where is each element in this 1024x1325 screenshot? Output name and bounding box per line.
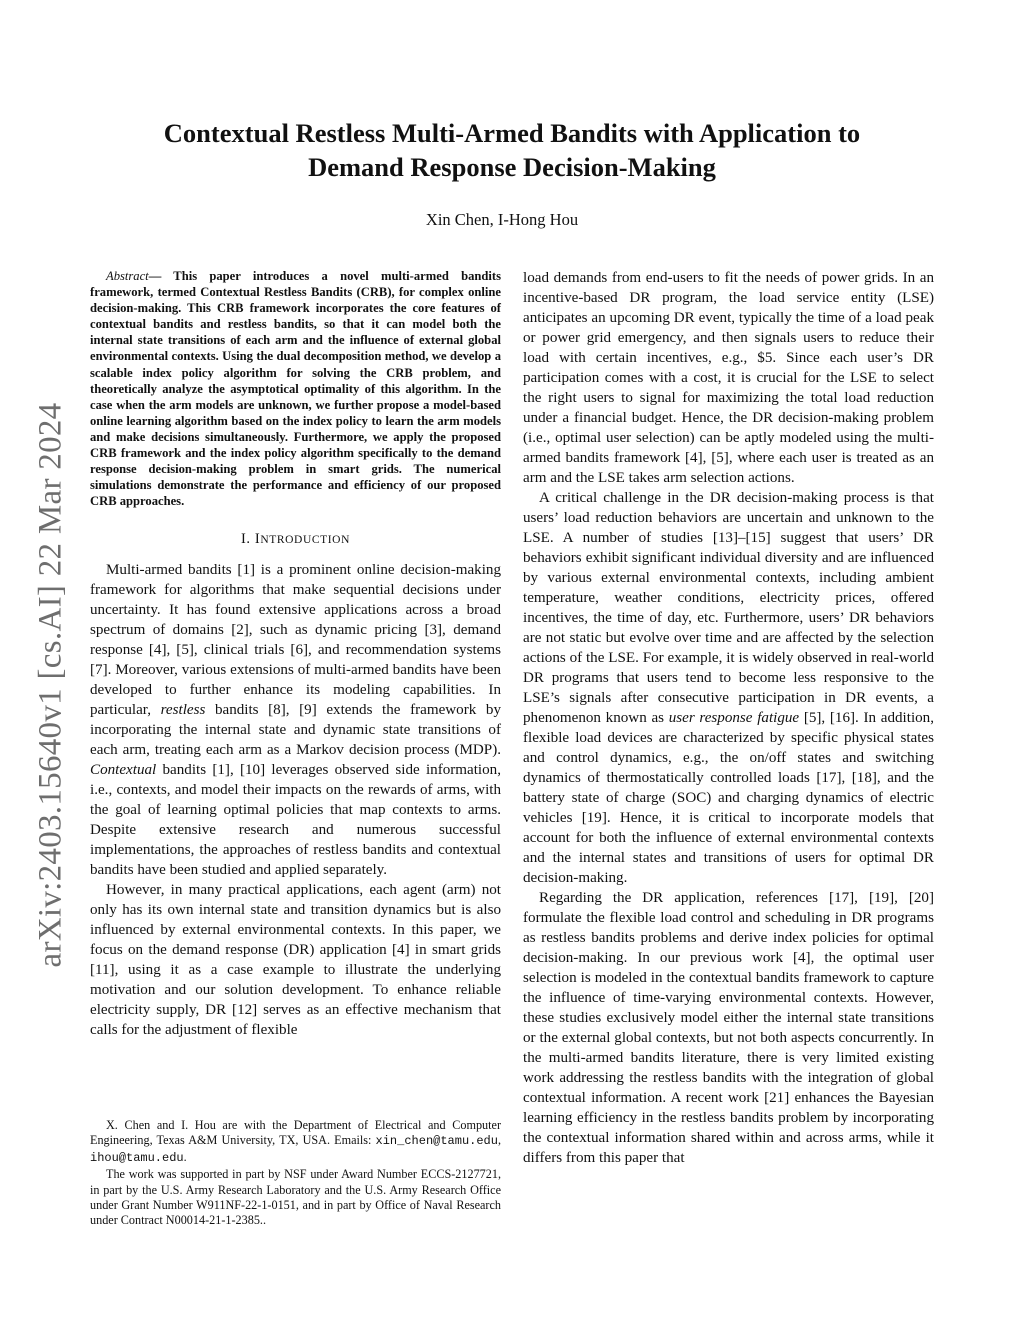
section-first-cap: I [254, 531, 261, 548]
intro-p1-emphasis-restless: restless [160, 702, 206, 719]
intro-p1-text-b: bandits [8], [9] extends the framework by incorporating the internal state and dynamic state transitions of each arm, treating each arm as a Markov decision process (MDP). [90, 702, 501, 759]
footnote-funding: The work was supported in part by NSF under Award Number ECCS-2127721, in part by the U.S. Army Research Laboratory and the U.S. Army Research Office under Grant Number W911NF-22-1-0151, and in part by Office of Naval Research under Contract N00014-21-1-2385.. [90, 1167, 501, 1228]
section-numeral: I. [241, 531, 255, 548]
right-column-body [523, 268, 934, 1168]
arxiv-identifier: arXiv:2403.15640v1 [cs.AI] 22 Mar 2024 [32, 402, 69, 968]
title-line-1: Contextual Restless Multi-Armed Bandits with Application to [163, 118, 861, 148]
paper-title [130, 116, 894, 184]
abstract-dash: — [148, 269, 174, 283]
right-paragraph-3: Regarding the DR application, references [17], [19], [20] formulate the flexible load control and scheduling in DR programs as restless bandits problems and derive index policies for optimal decision-making. In our previous work [4], the optimal user selection is modeled in the contextual bandits framework to capture the influence of time-varying environmental contexts. However, these studies exclusively model either the internal state transitions or the external global contexts, but not both aspects concurrently. In the multi-armed bandits literature, there is very limited existing work addressing the restless bandits with the integration of global contextual information. A recent work [21] enhances the Bayesian learning efficiency in the restless bandits problem by incorporating the contextual information shared within and across arms, while it differs from this paper that [523, 890, 934, 1166]
abstract [90, 268, 501, 509]
email-ihou[interactable]: ihou@tamu.edu [90, 1150, 184, 1165]
title-line-2: Demand Response Decision-Making [308, 152, 716, 182]
intro-paragraph-1 [90, 560, 501, 880]
section-small-caps: NTRODUCTION [260, 534, 350, 547]
right-p2-text-b: [5], [16]. In addition, flexible load devices are characterized by specific physical states and control dynamics, e.g., the on/off states and switching dynamics of thermostatically controlled loads [17], [18], and the battery state of charge (SOC) and charging dynamics of electric vehicles [19]. Hence, it is critical to incorporate models that account for both the influence of external environmental contexts and the internal states and transitions of users for optimal DR decision-making. [523, 710, 935, 886]
intro-paragraph-2: However, in many practical applications, each agent (arm) not only has its own internal state and transition dynamics but is also influenced by external environmental contexts. In this paper, we focus on the demand response (DR) application [4] in smart grids [11], using it as a case example to illustrate the underlying motivation and our solution development. To enhance reliable electricity supply, DR [12] serves as an effective mechanism that calls for the adjustment of flexible [90, 882, 501, 1039]
footnote-affiliation-text: X. Chen and I. Hou are with the Department of Electrical and Computer Engineering, Texas A&M University, TX, USA. Emails: [90, 1118, 501, 1148]
intro-p1-text-c: bandits [1], [10] leverages observed side information, i.e., contexts, and model their impacts on the rewards of arms, with the goal of learning optimal policies that map contexts to arms. Despite extensive research and numerous successful implementations, the approaches of restless bandits and contextual bandits have been studied and applied separately. [90, 762, 501, 879]
footnote-period: . [183, 1149, 187, 1164]
abstract-label: Abstract [106, 269, 149, 283]
email-xin-chen[interactable]: xin_chen@tamu.edu [375, 1134, 498, 1149]
left-column [90, 268, 501, 1040]
intro-p1-emphasis-contextual: Contextual [90, 762, 157, 779]
right-paragraph-2 [523, 488, 934, 888]
right-paragraph-1: load demands from end-users to fit the needs of power grids. In an incentive-based DR program, the load service entity (LSE) anticipates an upcoming DR event, typically the time of a load peak or power grid emergency, and then signals users to reduce their load with certain incentives, e.g., $5. Since each user’s DR participation comes with a cost, it is crucial for the LSE to select the right users to signal for maximizing the total load reduction under a financial budget. Hence, the DR decision-making problem (i.e., optimal user selection) can be aptly modeled using the multi-armed bandits framework [4], [5], where each user is treated as an arm and the LSE takes arm selection actions. [523, 270, 934, 486]
section-heading-introduction [90, 531, 501, 548]
introduction-body [90, 560, 501, 1040]
right-p2-text-a: A critical challenge in the DR decision-making process is that users’ load reduction behaviors are uncertain and unknown to the LSE. A number of studies [13]–[15] suggest that users’ DR behaviors exhibit significant individual diversity and are influenced by various external environmental contexts, including ambient temperature, weather conditions, electricity prices, offered incentives, the time of day, etc. Furthermore, users’ DR behaviors are not static but evolve over time and are affected by the selection actions of the LSE. For example, it is widely observed in real-world DR programs that users tend to become less responsive to the LSE’s signals after consecutive participation in DR events, a phenomenon known as [523, 490, 934, 726]
footnote-affiliation [90, 1118, 501, 1166]
abstract-paragraph [90, 268, 501, 509]
email-separator: , [497, 1133, 501, 1148]
intro-p1-text-a: Multi-armed bandits [1] is a prominent online decision-making framework for algorithms that make sequential decisions under uncertainty. It has found extensive applications across a broad spectrum of domains [2], such as dynamic pricing [3], demand response [4], [5], clinical trials [6], and recommendation systems [7]. Moreover, various extensions of multi-armed bandits have been developed to further enhance its modeling capabilities. In particular, [90, 562, 501, 719]
author-list: Xin Chen, I-Hong Hou [425, 210, 579, 229]
right-p2-emphasis-fatigue: user response fatigue [668, 710, 800, 726]
abstract-text: This paper introduces a novel multi-armed bandits framework, termed Contextual Restless Bandits (CRB), for complex online decision-making. This CRB framework incorporates the core features of contextual bandits and restless bandits, so that it can model both the internal state transitions of each arm and the influence of external global environmental contexts. Using the dual decomposition method, we develop a scalable index policy algorithm for solving the CRB problem, and theoretically analyze the asymptotical optimality of this algorithm. In the case when the arm models are unknown, we further propose a model-based online learning algorithm based on the index policy to learn the arm models and make decisions simultaneously. Furthermore, we apply the proposed CRB framework and the index policy algorithm specifically to the demand response decision-making problem in smart grids. The numerical simulations demonstrate the performance and efficiency of our proposed CRB approaches. [90, 269, 501, 509]
right-column [523, 268, 934, 1168]
footnotes [90, 1118, 501, 1230]
